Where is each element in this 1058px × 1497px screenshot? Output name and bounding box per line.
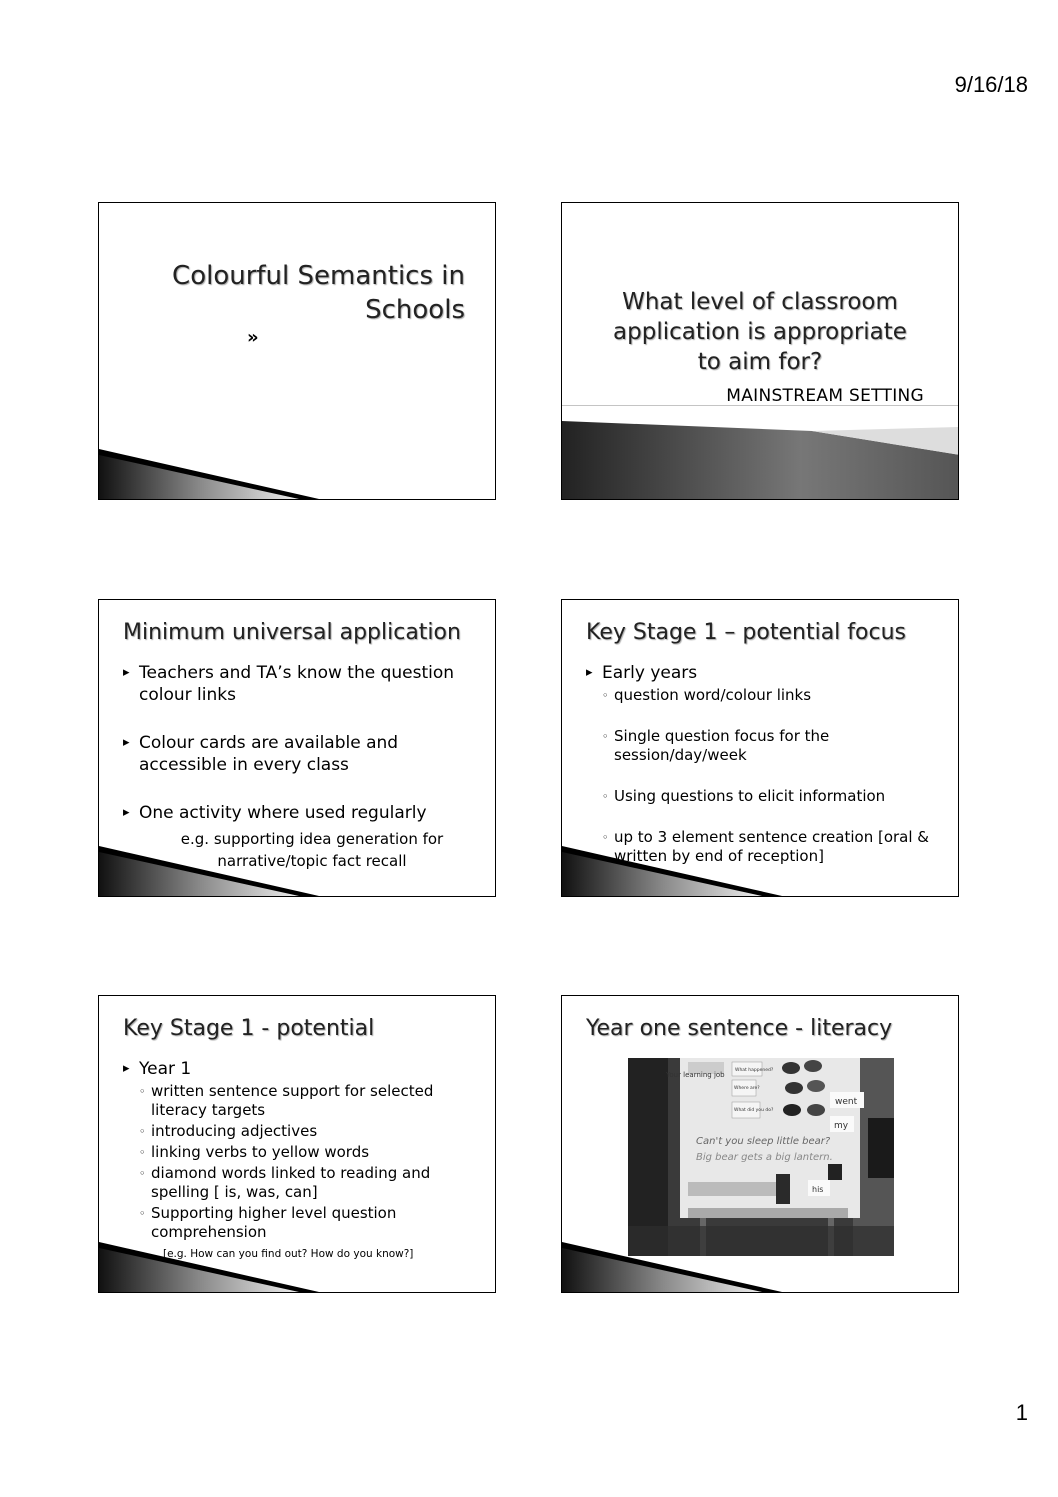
- slide-minimum-universal-application: [98, 599, 496, 897]
- svg-text:his: his: [812, 1185, 824, 1194]
- slide-title-colourful-semantics: [98, 202, 496, 500]
- bullet-heading: ▸ Year 1: [123, 1058, 481, 1080]
- page-number: 1: [1015, 1400, 1028, 1425]
- bullet-item: ▸ Teachers and TA’s know the question colour links: [123, 662, 481, 706]
- bullet-list: [586, 662, 944, 888]
- slide-classroom-application: [561, 202, 959, 500]
- slide-title: Year one sentence - literacy: [586, 1016, 893, 1041]
- sub-bullet-item: ◦ Supporting higher level question comprehension: [123, 1204, 481, 1242]
- sub-bullet-item: ◦ up to 3 element sentence creation [oral & written by end of reception]: [586, 828, 944, 866]
- bullet-item: ▸ One activity where used regularly: [123, 802, 481, 824]
- slide-key-stage-1-potential-focus: [561, 599, 959, 897]
- slide-subtitle: MAINSTREAM SETTING: [726, 386, 924, 406]
- chevron-icon: »: [247, 327, 253, 348]
- classroom-whiteboard-photo: [628, 1058, 894, 1256]
- slide-title: What level of classroom application is appropriate to aim for?: [613, 289, 907, 375]
- svg-text:went: went: [835, 1097, 858, 1107]
- slide-year-one-sentence: [561, 995, 959, 1293]
- bullet-list: [123, 1058, 481, 1260]
- slide-title: Key Stage 1 – potential focus: [586, 620, 906, 645]
- slide-key-stage-1-potential: [98, 995, 496, 1293]
- slide-title: Key Stage 1 - potential: [123, 1016, 375, 1041]
- sub-bullet-item: ◦ introducing adjectives: [123, 1122, 481, 1141]
- sub-bullet-item: ◦ question word/colour links: [586, 686, 944, 705]
- slide-decoration: [562, 405, 959, 500]
- example-text: e.g. supporting idea generation for narrative/topic fact recall: [180, 830, 444, 870]
- svg-text:What happened?: What happened?: [735, 1068, 774, 1073]
- bullet-list: [123, 662, 481, 872]
- page-date: 9/16/18: [954, 72, 1028, 97]
- svg-text:Big bear gets a big lantern.: Big bear gets a big lantern.: [696, 1152, 833, 1163]
- svg-text:my: my: [834, 1121, 849, 1131]
- sub-bullet-item: ◦ Using questions to elicit information: [586, 787, 944, 806]
- bullet-heading: ▸ Early years: [586, 662, 944, 684]
- slide-title: Colourful Semantics in Schools: [172, 261, 465, 325]
- svg-text:What did you do?: What did you do?: [734, 1108, 774, 1113]
- sub-bullet-item: ◦ written sentence support for selected literacy targets: [123, 1082, 481, 1120]
- svg-text:Where are?: Where are?: [734, 1086, 760, 1091]
- bullet-item: ▸ Colour cards are available and accessible in every class: [123, 732, 481, 776]
- svg-text:Can't you sleep little bear?: Can't you sleep little bear?: [696, 1136, 831, 1147]
- sub-bullet-item: ◦ linking verbs to yellow words: [123, 1143, 481, 1162]
- svg-text:Your learning job: Your learning job: [666, 1071, 725, 1079]
- slide-title: Minimum universal application: [123, 620, 461, 645]
- example-text: [e.g. How can you find out? How do you know?]: [163, 1248, 414, 1260]
- sub-bullet-item: ◦ diamond words linked to reading and spelling [ is, was, can]: [123, 1164, 481, 1202]
- sub-bullet-item: ◦ Single question focus for the session/day/week: [586, 727, 944, 765]
